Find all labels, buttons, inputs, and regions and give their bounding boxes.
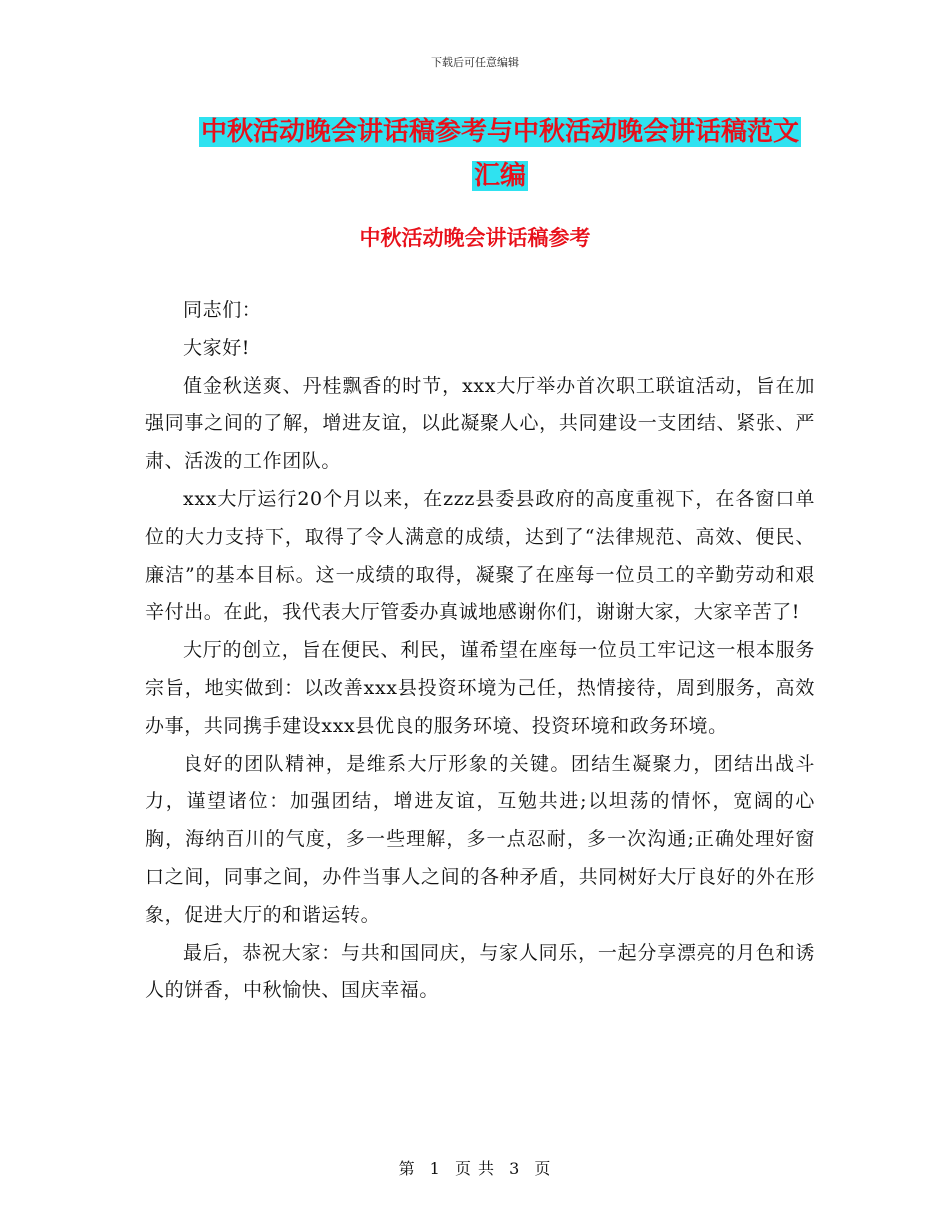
document-title-line-1: 中秋活动晚会讲话稿参考与中秋活动晚会讲话稿范文 bbox=[200, 117, 799, 147]
page-total: 3 bbox=[509, 1159, 521, 1178]
page-footer bbox=[0, 1156, 950, 1179]
page-number: 1 bbox=[429, 1159, 441, 1178]
header-note: 下载后可任意编辑 bbox=[431, 56, 519, 69]
paragraph: 良好的团队精神，是维系大厅形象的关键。团结生凝聚力，团结出战斗力，谨望诸位：加强团结，增进友谊，互勉共进;以坦荡的情怀，宽阔的心胸，海纳百川的气度，多一些理解，多一点忍耐，多一次沟通;正确处理好窗口之间，同事之间，办件当事人之间的各种矛盾，共同树好大厅良好的外在形象，促进大厅的和谐运转。 bbox=[145, 752, 815, 926]
paragraph: 值金秋送爽、丹桂飘香的时节，xxx大厅举办首次职工联谊活动，旨在加强同事之间的了解，增进友谊，以此凝聚人心，共同建设一支团结、紧张、严肃、活泼的工作团队。 bbox=[145, 374, 815, 473]
paragraph-closing: 最后，恭祝大家：与共和国同庆，与家人同乐，一起分享漂亮的月色和诱人的饼香，中秋愉快、国庆幸福。 bbox=[145, 941, 815, 1002]
paragraph-salutation: 同志们： bbox=[183, 299, 262, 321]
footer-prefix: 第 bbox=[398, 1159, 416, 1178]
section-title: 中秋活动晚会讲话稿参考 bbox=[359, 226, 591, 250]
document-title-line-2: 汇编 bbox=[473, 161, 526, 191]
paragraph-greeting: 大家好! bbox=[183, 336, 251, 359]
document-title bbox=[150, 110, 850, 198]
document-body bbox=[145, 292, 815, 1010]
footer-suffix: 页 bbox=[534, 1159, 552, 1178]
footer-middle: 页 共 bbox=[454, 1159, 496, 1178]
paragraph: xxx大厅运行20个月以来，在zzz县委县政府的高度重视下，在各窗口单位的大力支持下，取得了令人满意的成绩，达到了“法律规范、高效、便民、廉洁”的基本目标。这一成绩的取得，凝聚了在座每一位员工的辛勤劳动和艰辛付出。在此，我代表大厅管委办真诚地感谢你们，谢谢大家，大家辛苦了! bbox=[145, 487, 815, 624]
paragraph: 大厅的创立，旨在便民、利民，谨希望在座每一位员工牢记这一根本服务宗旨，地实做到：以改善xxx县投资环境为己任，热情接待，周到服务，高效办事，共同携手建设xxx县优良的服务环境、投资环境和政务环境。 bbox=[145, 639, 815, 737]
